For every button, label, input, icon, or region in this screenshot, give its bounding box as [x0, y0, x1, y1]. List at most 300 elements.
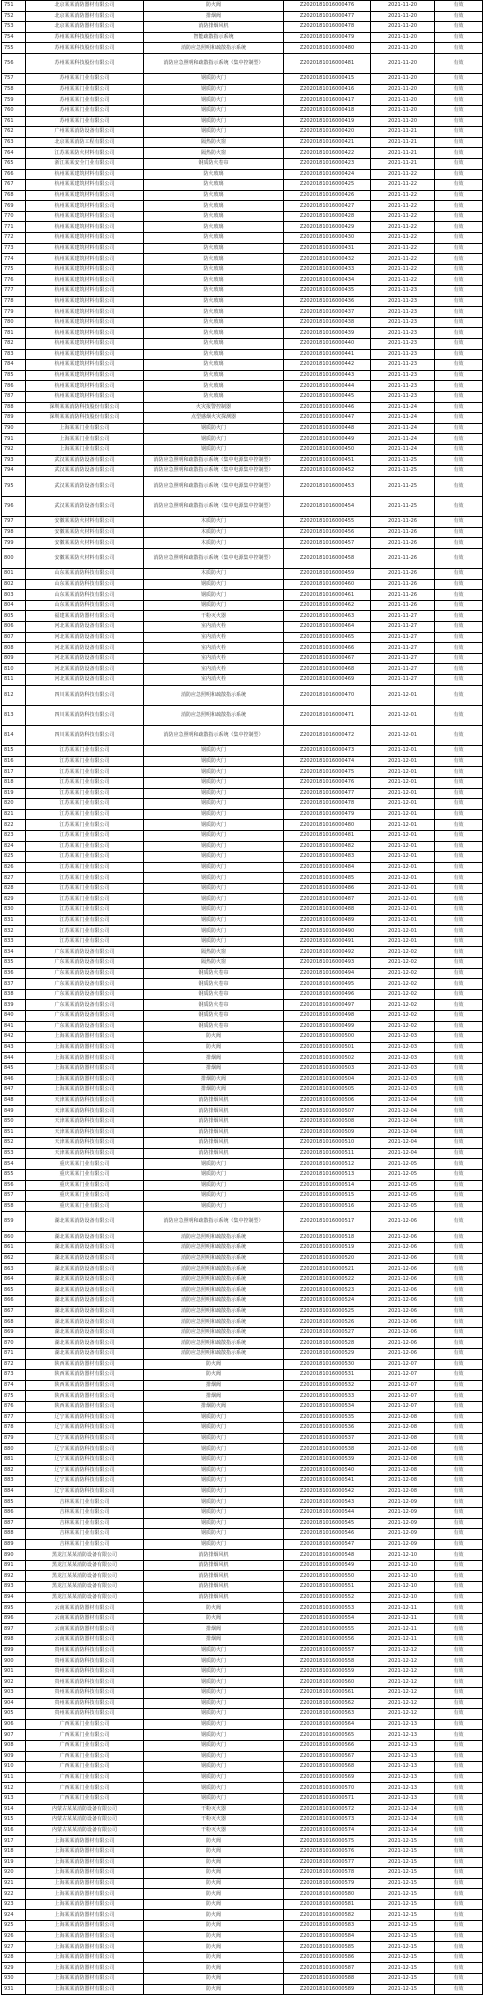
certificate-number-cell: Z2020181016000515 [284, 1191, 371, 1202]
date-cell: 2021-11-23 [371, 307, 435, 318]
table-row [2, 788, 483, 799]
seq-cell: 768 [2, 190, 26, 201]
company-cell: 湖北某某消防设备有限公司 [26, 1243, 144, 1254]
status-cell: 有效 [435, 1274, 483, 1285]
seq-cell: 812 [2, 685, 26, 705]
date-cell: 2021-12-12 [371, 1677, 435, 1688]
certificate-number-cell: Z2020181016000504 [284, 1074, 371, 1085]
product-cell: 火灾报警控制器 [144, 402, 284, 413]
company-cell: 广西某某门业有限公司 [26, 1783, 144, 1794]
product-cell: 防火玻璃 [144, 286, 284, 297]
status-cell: 有效 [435, 936, 483, 947]
date-cell: 2021-12-15 [371, 1910, 435, 1921]
certificate-number-cell: Z2020181016000434 [284, 275, 371, 286]
product-cell: 消防应急照明和疏散指示系统 [144, 1338, 284, 1349]
status-cell: 有效 [435, 1550, 483, 1561]
date-cell: 2021-12-14 [371, 1815, 435, 1826]
product-cell: 干粉灭火器 [144, 1825, 284, 1836]
seq-cell: 785 [2, 370, 26, 381]
table-row [2, 1095, 483, 1106]
status-cell: 有效 [435, 1719, 483, 1730]
product-cell: 消防应急照明和疏散指示系统 [144, 1274, 284, 1285]
company-cell: 广西某某门业有限公司 [26, 1762, 144, 1773]
company-cell: 贵州某某消防科技有限公司 [26, 1709, 144, 1720]
date-cell: 2021-11-27 [371, 664, 435, 675]
date-cell: 2021-11-22 [371, 190, 435, 201]
seq-cell: 774 [2, 254, 26, 265]
company-cell: 湖北某某消防设备有限公司 [26, 1253, 144, 1264]
table-row [2, 538, 483, 549]
seq-cell: 773 [2, 243, 26, 254]
date-cell: 2021-11-25 [371, 496, 435, 516]
product-cell: 消防应急照明和疏散指示系统 [144, 1243, 284, 1254]
table-row [2, 43, 483, 54]
company-cell: 江苏某某门业有限公司 [26, 799, 144, 810]
table-row [2, 1815, 483, 1826]
company-cell: 河北某某消防设备有限公司 [26, 622, 144, 633]
status-cell: 有效 [435, 1931, 483, 1942]
certificate-number-cell: Z2020181016000548 [284, 1550, 371, 1561]
company-cell: 深圳某某消防科技股份有限公司 [26, 402, 144, 413]
product-cell: 防火阀 [144, 1963, 284, 1974]
product-cell: 钢质防火门 [144, 746, 284, 757]
seq-cell: 843 [2, 1042, 26, 1053]
table-row [2, 1327, 483, 1338]
company-cell: 江苏某某门业有限公司 [26, 746, 144, 757]
status-cell: 有效 [435, 105, 483, 116]
table-row [2, 1889, 483, 1900]
product-cell: 钢质防火门 [144, 423, 284, 434]
company-cell: 陕西某某消防器材有限公司 [26, 1401, 144, 1412]
date-cell: 2021-11-25 [371, 466, 435, 477]
date-cell: 2021-12-07 [371, 1380, 435, 1391]
certificate-number-cell: Z2020181016000560 [284, 1677, 371, 1688]
product-cell: 钢质防火门 [144, 894, 284, 905]
certificate-number-cell: Z2020181016000518 [284, 1232, 371, 1243]
status-cell: 有效 [435, 243, 483, 254]
company-cell: 杭州某某建筑材料有限公司 [26, 264, 144, 275]
status-cell: 有效 [435, 1560, 483, 1571]
product-cell: 钢质防火门 [144, 883, 284, 894]
date-cell: 2021-12-01 [371, 777, 435, 788]
status-cell: 有效 [435, 1942, 483, 1953]
seq-cell: 786 [2, 381, 26, 392]
date-cell: 2021-11-21 [371, 127, 435, 138]
seq-cell: 790 [2, 423, 26, 434]
status-cell: 有效 [435, 1370, 483, 1381]
company-cell: 杭州某某建筑材料有限公司 [26, 222, 144, 233]
date-cell: 2021-12-02 [371, 1000, 435, 1011]
status-cell: 有效 [435, 1635, 483, 1646]
company-cell: 苏州某某门业有限公司 [26, 95, 144, 106]
date-cell: 2021-12-06 [371, 1327, 435, 1338]
company-cell: 云南某某消防器材有限公司 [26, 1603, 144, 1614]
table-row [2, 1232, 483, 1243]
seq-cell: 834 [2, 947, 26, 958]
company-cell: 贵州某某消防科技有限公司 [26, 1656, 144, 1667]
table-row [2, 84, 483, 95]
date-cell: 2021-12-02 [371, 968, 435, 979]
product-cell: 室内消火栓 [144, 664, 284, 675]
date-cell: 2021-12-10 [371, 1550, 435, 1561]
table-row [2, 1444, 483, 1455]
table-row [2, 32, 483, 43]
date-cell: 2021-11-25 [371, 455, 435, 466]
certificate-number-cell: Z2020181016000452 [284, 466, 371, 477]
product-cell: 防火玻璃 [144, 190, 284, 201]
date-cell: 2021-11-27 [371, 632, 435, 643]
certificate-number-cell: Z2020181016000437 [284, 307, 371, 318]
seq-cell: 770 [2, 211, 26, 222]
seq-cell: 783 [2, 349, 26, 360]
table-row [2, 1804, 483, 1815]
date-cell: 2021-12-15 [371, 1868, 435, 1879]
seq-cell: 906 [2, 1719, 26, 1730]
status-cell: 有效 [435, 600, 483, 611]
table-row [2, 1793, 483, 1804]
product-cell: 排烟阀 [144, 1391, 284, 1402]
product-cell: 钢质防火门 [144, 1740, 284, 1751]
seq-cell: 784 [2, 360, 26, 371]
status-cell: 有效 [435, 1, 483, 12]
date-cell: 2021-11-26 [371, 548, 435, 568]
product-cell: 防火阀 [144, 1921, 284, 1932]
certificate-number-cell: Z2020181016000426 [284, 190, 371, 201]
company-cell: 杭州某某建筑材料有限公司 [26, 328, 144, 339]
table-row [2, 264, 483, 275]
company-cell: 贵州某某消防科技有限公司 [26, 1666, 144, 1677]
certificate-number-cell: Z2020181016000526 [284, 1317, 371, 1328]
status-cell: 有效 [435, 1751, 483, 1762]
status-cell: 有效 [435, 767, 483, 778]
status-cell: 有效 [435, 53, 483, 73]
company-cell: 陕西某某消防器材有限公司 [26, 1359, 144, 1370]
certificate-number-cell: Z2020181016000532 [284, 1380, 371, 1391]
certificate-number-cell: Z2020181016000439 [284, 328, 371, 339]
company-cell: 重庆某某门业有限公司 [26, 1159, 144, 1170]
company-cell: 江苏某某门业有限公司 [26, 936, 144, 947]
seq-cell: 766 [2, 169, 26, 180]
date-cell: 2021-12-01 [371, 905, 435, 916]
seq-cell: 898 [2, 1635, 26, 1646]
product-cell: 防火玻璃 [144, 211, 284, 222]
table-row [2, 653, 483, 664]
seq-cell: 759 [2, 95, 26, 106]
table-row [2, 1656, 483, 1667]
product-cell: 钢质防火门 [144, 936, 284, 947]
status-cell: 有效 [435, 1253, 483, 1264]
certificate-number-cell: Z2020181016000562 [284, 1698, 371, 1709]
product-cell: 钢质防火门 [144, 1433, 284, 1444]
product-cell: 消防应急照明和疏散指示系统 [144, 1317, 284, 1328]
product-cell: 钢质防火门 [144, 862, 284, 873]
date-cell: 2021-11-20 [371, 11, 435, 22]
product-cell: 钢质防火门 [144, 756, 284, 767]
company-cell: 苏州某某科技股份有限公司 [26, 43, 144, 54]
company-cell: 北京某某消防器材有限公司 [26, 1, 144, 12]
seq-cell: 821 [2, 809, 26, 820]
company-cell: 重庆某某门业有限公司 [26, 1201, 144, 1212]
date-cell: 2021-11-26 [371, 538, 435, 549]
seq-cell: 886 [2, 1507, 26, 1518]
date-cell: 2021-11-21 [371, 158, 435, 169]
table-row [2, 328, 483, 339]
date-cell: 2021-12-12 [371, 1666, 435, 1677]
date-cell: 2021-12-05 [371, 1201, 435, 1212]
certificate-number-cell: Z2020181016000545 [284, 1518, 371, 1529]
product-cell: 消防应急照明和疏散指示系统（集中电源集中控制型） [144, 496, 284, 516]
seq-cell: 781 [2, 328, 26, 339]
table-row [2, 1698, 483, 1709]
table-row [2, 180, 483, 191]
table-row [2, 1465, 483, 1476]
table-row [2, 1285, 483, 1296]
table-row [2, 137, 483, 148]
seq-cell: 825 [2, 852, 26, 863]
certificate-number-cell: Z2020181016000501 [284, 1042, 371, 1053]
table-row [2, 1011, 483, 1022]
table-row [2, 1836, 483, 1847]
date-cell: 2021-12-09 [371, 1529, 435, 1540]
certificate-number-cell: Z2020181016000509 [284, 1127, 371, 1138]
company-cell: 杭州某某建筑材料有限公司 [26, 254, 144, 265]
certificate-number-cell: Z2020181016000427 [284, 201, 371, 212]
seq-cell: 819 [2, 788, 26, 799]
certificate-number-cell: Z2020181016000432 [284, 254, 371, 265]
certificate-number-cell: Z2020181016000438 [284, 317, 371, 328]
company-cell: 陕西某某消防器材有限公司 [26, 1370, 144, 1381]
seq-cell: 888 [2, 1529, 26, 1540]
company-cell: 杭州某某建筑材料有限公司 [26, 349, 144, 360]
company-cell: 上海某某消防器材有限公司 [26, 1963, 144, 1974]
certificate-number-cell: Z2020181016000431 [284, 243, 371, 254]
date-cell: 2021-12-08 [371, 1454, 435, 1465]
certificate-number-cell: Z2020181016000566 [284, 1740, 371, 1751]
status-cell: 有效 [435, 1815, 483, 1826]
certificate-number-cell: Z2020181016000472 [284, 725, 371, 745]
table-row [2, 1571, 483, 1582]
seq-cell: 911 [2, 1772, 26, 1783]
seq-cell: 830 [2, 905, 26, 916]
product-cell: 钢质防火门 [144, 1772, 284, 1783]
certificate-number-cell: Z2020181016000491 [284, 936, 371, 947]
status-cell: 有效 [435, 1793, 483, 1804]
certificate-number-cell: Z2020181016000424 [284, 169, 371, 180]
product-cell: 消防排烟风机 [144, 1560, 284, 1571]
table-row [2, 1085, 483, 1096]
company-cell: 山东某某消防科技有限公司 [26, 569, 144, 580]
product-cell: 防火阀 [144, 1889, 284, 1900]
date-cell: 2021-12-12 [371, 1709, 435, 1720]
certificate-number-cell: Z2020181016000554 [284, 1613, 371, 1624]
company-cell: 内蒙古某某消防设备有限公司 [26, 1804, 144, 1815]
company-cell: 河北某某消防设备有限公司 [26, 664, 144, 675]
seq-cell: 816 [2, 756, 26, 767]
product-cell: 钢质防火门 [144, 1719, 284, 1730]
certificate-number-cell: Z2020181016000506 [284, 1095, 371, 1106]
date-cell: 2021-12-15 [371, 1889, 435, 1900]
company-cell: 河北某某消防设备有限公司 [26, 653, 144, 664]
product-cell: 防火玻璃 [144, 370, 284, 381]
table-row [2, 1401, 483, 1412]
status-cell: 有效 [435, 1359, 483, 1370]
seq-cell: 881 [2, 1454, 26, 1465]
seq-cell: 927 [2, 1942, 26, 1953]
status-cell: 有效 [435, 1127, 483, 1138]
date-cell: 2021-12-04 [371, 1148, 435, 1159]
certificate-number-cell: Z2020181016000561 [284, 1688, 371, 1699]
status-cell: 有效 [435, 1444, 483, 1455]
seq-cell: 876 [2, 1401, 26, 1412]
product-cell: 钢质防火门 [144, 1412, 284, 1423]
status-cell: 有效 [435, 1032, 483, 1043]
certificate-number-cell: Z2020181016000478 [284, 22, 371, 33]
date-cell: 2021-11-22 [371, 201, 435, 212]
table-row [2, 1603, 483, 1614]
seq-cell: 771 [2, 222, 26, 233]
seq-cell: 823 [2, 830, 26, 841]
seq-cell: 826 [2, 862, 26, 873]
date-cell: 2021-11-23 [371, 370, 435, 381]
company-cell: 江苏某某门业有限公司 [26, 830, 144, 841]
certificate-number-cell: Z2020181016000546 [284, 1529, 371, 1540]
table-row [2, 1688, 483, 1699]
table-row [2, 11, 483, 22]
seq-cell: 877 [2, 1412, 26, 1423]
table-row [2, 1476, 483, 1487]
certificate-number-cell: Z2020181016000510 [284, 1138, 371, 1149]
status-cell: 有效 [435, 538, 483, 549]
date-cell: 2021-12-15 [371, 1899, 435, 1910]
seq-cell: 806 [2, 622, 26, 633]
date-cell: 2021-12-06 [371, 1274, 435, 1285]
date-cell: 2021-12-12 [371, 1645, 435, 1656]
company-cell: 江苏某某门业有限公司 [26, 905, 144, 916]
date-cell: 2021-11-26 [371, 517, 435, 528]
date-cell: 2021-12-15 [371, 1836, 435, 1847]
table-row [2, 1138, 483, 1149]
status-cell: 有效 [435, 1952, 483, 1963]
product-cell: 钢质防火卷帘 [144, 979, 284, 990]
product-cell: 钢质防火门 [144, 1169, 284, 1180]
table-row [2, 685, 483, 705]
seq-cell: 925 [2, 1921, 26, 1932]
table-row [2, 777, 483, 788]
date-cell: 2021-12-09 [371, 1497, 435, 1508]
date-cell: 2021-12-03 [371, 1042, 435, 1053]
product-cell: 木质防火门 [144, 569, 284, 580]
table-row [2, 548, 483, 568]
status-cell: 有效 [435, 1836, 483, 1847]
product-cell: 智能疏散指示系统 [144, 32, 284, 43]
company-cell: 江苏某某防火材料有限公司 [26, 148, 144, 159]
company-cell: 内蒙古某某消防设备有限公司 [26, 1825, 144, 1836]
status-cell: 有效 [435, 1148, 483, 1159]
table-row [2, 1857, 483, 1868]
certificate-number-cell: Z2020181016000541 [284, 1476, 371, 1487]
status-cell: 有效 [435, 1804, 483, 1815]
seq-cell: 827 [2, 873, 26, 884]
table-row [2, 947, 483, 958]
company-cell: 上海某某消防器材有限公司 [26, 1063, 144, 1074]
seq-cell: 878 [2, 1423, 26, 1434]
table-row [2, 643, 483, 654]
status-cell: 有效 [435, 444, 483, 455]
company-cell: 湖北某某消防设备有限公司 [26, 1338, 144, 1349]
company-cell: 苏州某某门业有限公司 [26, 84, 144, 95]
date-cell: 2021-11-22 [371, 180, 435, 191]
date-cell: 2021-12-08 [371, 1433, 435, 1444]
seq-cell: 861 [2, 1243, 26, 1254]
date-cell: 2021-12-01 [371, 767, 435, 778]
certificate-number-cell: Z2020181016000456 [284, 527, 371, 538]
table-row [2, 1201, 483, 1212]
date-cell: 2021-11-26 [371, 600, 435, 611]
seq-cell: 797 [2, 517, 26, 528]
table-row [2, 402, 483, 413]
company-cell: 江苏某某门业有限公司 [26, 777, 144, 788]
status-cell: 有效 [435, 1889, 483, 1900]
seq-cell: 880 [2, 1444, 26, 1455]
certificate-number-cell: Z2020181016000477 [284, 788, 371, 799]
product-cell: 消防应急照明和疏散指示系统（集中控制型） [144, 1212, 284, 1232]
seq-cell: 882 [2, 1465, 26, 1476]
product-cell: 消防应急照明和疏散指示系统 [144, 1327, 284, 1338]
seq-cell: 865 [2, 1285, 26, 1296]
seq-cell: 789 [2, 413, 26, 424]
seq-cell: 852 [2, 1138, 26, 1149]
table-row [2, 756, 483, 767]
company-cell: 重庆某某门业有限公司 [26, 1169, 144, 1180]
company-cell: 上海某某消防器材有限公司 [26, 1974, 144, 1985]
status-cell: 有效 [435, 1571, 483, 1582]
product-cell: 钢质防火门 [144, 84, 284, 95]
company-cell: 广东某某消防设备有限公司 [26, 958, 144, 969]
seq-cell: 902 [2, 1677, 26, 1688]
date-cell: 2021-12-13 [371, 1772, 435, 1783]
seq-cell: 777 [2, 286, 26, 297]
table-row [2, 1529, 483, 1540]
date-cell: 2021-12-04 [371, 1106, 435, 1117]
date-cell: 2021-11-27 [371, 653, 435, 664]
certificate-number-cell: Z2020181016000559 [284, 1666, 371, 1677]
seq-cell: 787 [2, 391, 26, 402]
table-row [2, 936, 483, 947]
status-cell: 有效 [435, 569, 483, 580]
table-row [2, 1253, 483, 1264]
certificate-number-cell: Z2020181016000467 [284, 653, 371, 664]
company-cell: 杭州某某建筑材料有限公司 [26, 233, 144, 244]
seq-cell: 808 [2, 643, 26, 654]
table-row [2, 1317, 483, 1328]
company-cell: 杭州某某建筑材料有限公司 [26, 243, 144, 254]
status-cell: 有效 [435, 905, 483, 916]
date-cell: 2021-12-08 [371, 1476, 435, 1487]
company-cell: 山东某某消防科技有限公司 [26, 600, 144, 611]
certificate-number-cell: Z2020181016000475 [284, 767, 371, 778]
seq-cell: 831 [2, 915, 26, 926]
product-cell: 防火阀 [144, 1042, 284, 1053]
product-cell: 隔热防火窗 [144, 958, 284, 969]
seq-cell: 801 [2, 569, 26, 580]
table-row [2, 307, 483, 318]
product-cell: 钢质防火门 [144, 1518, 284, 1529]
date-cell: 2021-12-12 [371, 1688, 435, 1699]
company-cell: 天津某某消防科技有限公司 [26, 1148, 144, 1159]
table-row [2, 873, 483, 884]
seq-cell: 764 [2, 148, 26, 159]
date-cell: 2021-12-02 [371, 1011, 435, 1022]
